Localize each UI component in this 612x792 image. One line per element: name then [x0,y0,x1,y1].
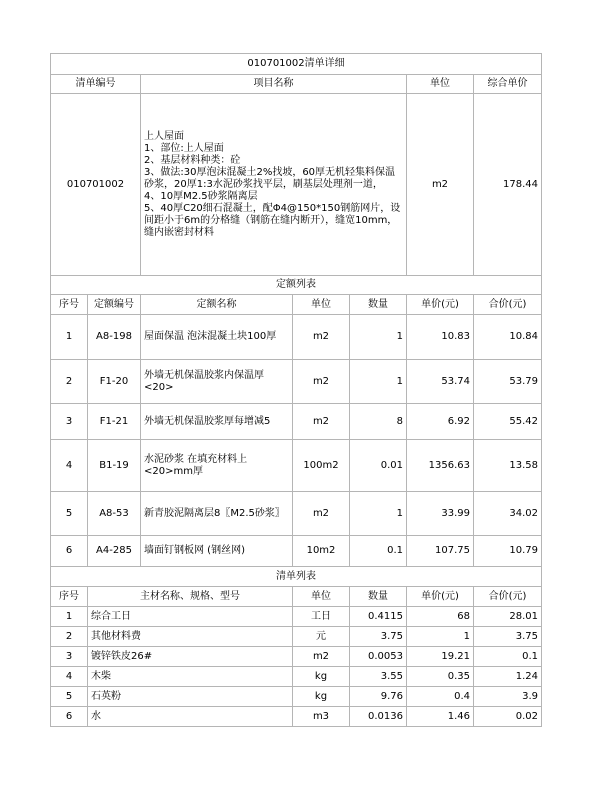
material-total: 0.02 [474,707,542,727]
material-unit: 元 [293,627,350,647]
material-qty: 3.55 [350,667,407,687]
column-header: 单价(元) [407,295,474,315]
material-name: 综合工日 [88,607,293,627]
quota-price: 10.83 [407,315,474,360]
quota-price: 1356.63 [407,440,474,492]
quota-row [51,404,542,440]
material-total: 28.01 [474,607,542,627]
quota-total: 13.58 [474,440,542,492]
item-row [51,94,542,276]
material-unit: m2 [293,647,350,667]
quota-code: A8-53 [88,492,141,536]
quota-section-title: 定额列表 [51,276,542,295]
material-no: 4 [51,667,88,687]
quota-unit: 100m2 [293,440,350,492]
material-name: 其他材料费 [88,627,293,647]
quota-no: 6 [51,536,88,567]
unit-header: 单位 [407,75,474,94]
material-row [51,647,542,667]
quota-code: A8-198 [88,315,141,360]
material-total: 3.75 [474,627,542,647]
quota-no: 4 [51,440,88,492]
material-no: 6 [51,707,88,727]
material-name: 水 [88,707,293,727]
column-header: 单位 [293,587,350,607]
material-name: 镀锌铁皮26# [88,647,293,667]
page-title: 010701002清单详细 [51,54,542,75]
column-header: 单价(元) [407,587,474,607]
quota-qty: 1 [350,492,407,536]
material-price: 0.35 [407,667,474,687]
material-price: 1.46 [407,707,474,727]
quota-code: B1-19 [88,440,141,492]
item-price: 178.44 [474,94,542,276]
quota-qty: 1 [350,360,407,404]
quota-unit: 10m2 [293,536,350,567]
material-row [51,627,542,647]
material-no: 5 [51,687,88,707]
column-header: 主材名称、规格、型号 [88,587,293,607]
column-header: 合价(元) [474,587,542,607]
quota-price: 107.75 [407,536,474,567]
quota-unit: m2 [293,315,350,360]
quota-name: 外墙无机保温胶浆厚每增减5 [141,404,293,440]
quota-no: 2 [51,360,88,404]
quota-name: 墙面钉钢板网 (钢丝网) [141,536,293,567]
quota-price: 33.99 [407,492,474,536]
quota-header-row [51,295,542,315]
quota-total: 10.79 [474,536,542,567]
material-row [51,667,542,687]
material-header-row [51,587,542,607]
quota-row [51,360,542,404]
column-header: 合价(元) [474,295,542,315]
quota-row [51,492,542,536]
material-row [51,707,542,727]
material-no: 2 [51,627,88,647]
quota-code: F1-20 [88,360,141,404]
material-unit: m3 [293,707,350,727]
material-qty: 9.76 [350,687,407,707]
material-total: 3.9 [474,687,542,707]
material-section-title: 清单列表 [51,567,542,587]
item-code: 010701002 [51,94,141,276]
column-header: 单位 [293,295,350,315]
material-no: 1 [51,607,88,627]
bill-detail-table [50,53,542,727]
quota-code: F1-21 [88,404,141,440]
price-header: 综合单价 [474,75,542,94]
quota-total: 53.79 [474,360,542,404]
quota-no: 5 [51,492,88,536]
quota-qty: 0.1 [350,536,407,567]
quota-name: 新青胶泥隔离层8〖M2.5砂浆〗 [141,492,293,536]
material-name: 石英粉 [88,687,293,707]
material-unit: 工日 [293,607,350,627]
quota-row [51,536,542,567]
quota-total: 55.42 [474,404,542,440]
material-unit: kg [293,667,350,687]
quota-total: 10.84 [474,315,542,360]
material-total: 0.1 [474,647,542,667]
quota-qty: 0.01 [350,440,407,492]
material-no: 3 [51,647,88,667]
quota-unit: m2 [293,404,350,440]
material-row [51,687,542,707]
column-header: 定额编号 [88,295,141,315]
quota-name: 水泥砂浆 在填充材料上<20>mm厚 [141,440,293,492]
quota-no: 1 [51,315,88,360]
item-unit: m2 [407,94,474,276]
material-price: 1 [407,627,474,647]
quota-total: 34.02 [474,492,542,536]
quota-unit: m2 [293,360,350,404]
material-unit: kg [293,687,350,707]
quota-row [51,315,542,360]
material-qty: 0.4115 [350,607,407,627]
quota-name: 屋面保温 泡沫混凝土块100厚 [141,315,293,360]
quota-price: 53.74 [407,360,474,404]
column-header: 数量 [350,295,407,315]
material-qty: 0.0053 [350,647,407,667]
column-header: 序号 [51,295,88,315]
quota-row [51,440,542,492]
quota-price: 6.92 [407,404,474,440]
name-header: 项目名称 [141,75,407,94]
material-total: 1.24 [474,667,542,687]
material-qty: 3.75 [350,627,407,647]
column-header: 定额名称 [141,295,293,315]
material-name: 木柴 [88,667,293,687]
material-qty: 0.0136 [350,707,407,727]
material-row [51,607,542,627]
code-header: 清单编号 [51,75,141,94]
material-price: 68 [407,607,474,627]
material-price: 19.21 [407,647,474,667]
column-header: 数量 [350,587,407,607]
material-price: 0.4 [407,687,474,707]
quota-no: 3 [51,404,88,440]
item-header-row [51,75,542,94]
item-description: 上人屋面 1、部位:上人屋面 2、基层材料种类：砼 3、做法:30厚泡沫混凝土2%找坡，60厚无机轻集料保温砂浆，20厚1:3水泥砂浆找平层，刷基层处理剂一道， 4、10厚M2.5砂浆隔离层 5、40厚C20细石混凝土，配Φ4@150*150钢筋网片，设间距小于6m的分格缝（钢筋在缝内断开），缝宽10mm，缝内嵌密封材料 [141,94,407,276]
column-header: 序号 [51,587,88,607]
quota-qty: 1 [350,315,407,360]
quota-unit: m2 [293,492,350,536]
quota-code: A4-285 [88,536,141,567]
quota-qty: 8 [350,404,407,440]
quota-name: 外墙无机保温胶浆内保温厚<20> [141,360,293,404]
